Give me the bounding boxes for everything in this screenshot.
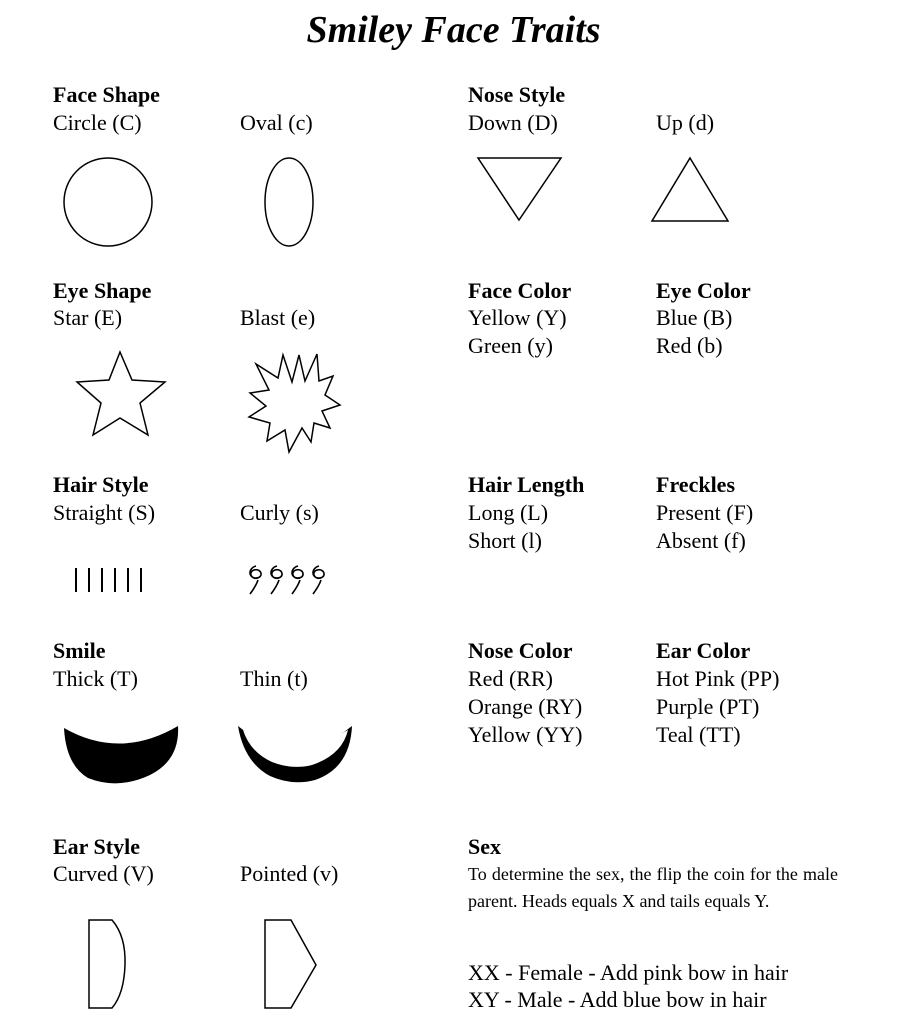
nose-color-heading: Nose Color	[468, 638, 573, 663]
hair-length-recessive-label: Short (l)	[468, 528, 542, 553]
nose-up-icon	[652, 158, 728, 221]
ear-color-heading: Ear Color	[656, 638, 751, 663]
straight-hair-icon	[76, 568, 141, 592]
eye-color-recessive-label: Red (b)	[656, 333, 723, 358]
eye-color-heading: Eye Color	[656, 278, 751, 303]
hair-style-dominant-label: Straight (S)	[53, 500, 156, 525]
face-color-dominant-label: Yellow (Y)	[468, 305, 567, 330]
ear-color-option: Hot Pink (PP)	[656, 666, 780, 691]
hair-length-heading: Hair Length	[468, 472, 585, 497]
nose-down-icon	[478, 158, 561, 220]
sex-female-rule: XX - Female - Add pink bow in hair	[468, 960, 789, 985]
hair-style-recessive-label: Curly (s)	[240, 500, 319, 525]
nose-style-recessive-label: Up (d)	[656, 110, 715, 135]
eye-shape-heading: Eye Shape	[53, 278, 152, 303]
smile-dominant-label: Thick (T)	[53, 666, 138, 691]
eye-color-dominant-label: Blue (B)	[656, 305, 733, 330]
curved-ear-icon	[89, 920, 125, 1008]
sex-male-rule: XY - Male - Add blue bow in hair	[468, 987, 767, 1012]
ear-style-recessive-label: Pointed (v)	[240, 861, 339, 886]
nose-color-option: Yellow (YY)	[468, 722, 583, 747]
smile-recessive-label: Thin (t)	[240, 666, 308, 691]
hair-length-dominant-label: Long (L)	[468, 500, 549, 525]
thick-smile-icon	[64, 726, 178, 783]
face-shape-dominant-label: Circle (C)	[53, 110, 142, 135]
nose-style-heading: Nose Style	[468, 82, 566, 107]
hair-style-heading: Hair Style	[53, 472, 149, 497]
nose-style-dominant-label: Down (D)	[468, 110, 558, 135]
curly-hair-icon	[250, 566, 324, 594]
ear-style-heading: Ear Style	[53, 834, 140, 859]
face-color-heading: Face Color	[468, 278, 572, 303]
freckles-recessive-label: Absent (f)	[656, 528, 746, 553]
freckles-dominant-label: Present (F)	[656, 500, 754, 525]
star-eye-icon	[77, 352, 165, 435]
ear-style-dominant-label: Curved (V)	[53, 861, 154, 886]
sex-description: To determine the sex, the flip the coin for the male parent. Heads equals X and tails equals Y.	[468, 864, 838, 911]
smile-heading: Smile	[53, 638, 106, 663]
circle-face-icon	[64, 158, 152, 246]
page-title: Smiley Face Traits	[306, 9, 601, 51]
nose-color-option: Orange (RY)	[468, 694, 583, 719]
freckles-heading: Freckles	[656, 472, 736, 497]
ear-color-option: Teal (TT)	[656, 722, 741, 747]
eye-shape-dominant-label: Star (E)	[53, 305, 123, 330]
ear-color-option: Purple (PT)	[656, 694, 760, 719]
face-shape-heading: Face Shape	[53, 82, 160, 107]
face-color-recessive-label: Green (y)	[468, 333, 553, 358]
face-shape-recessive-label: Oval (c)	[240, 110, 313, 135]
blast-eye-icon	[249, 354, 340, 452]
eye-shape-recessive-label: Blast (e)	[240, 305, 316, 330]
nose-color-option: Red (RR)	[468, 666, 553, 691]
oval-face-icon	[265, 158, 313, 246]
pointed-ear-icon	[265, 920, 316, 1008]
sex-heading: Sex	[468, 834, 501, 859]
